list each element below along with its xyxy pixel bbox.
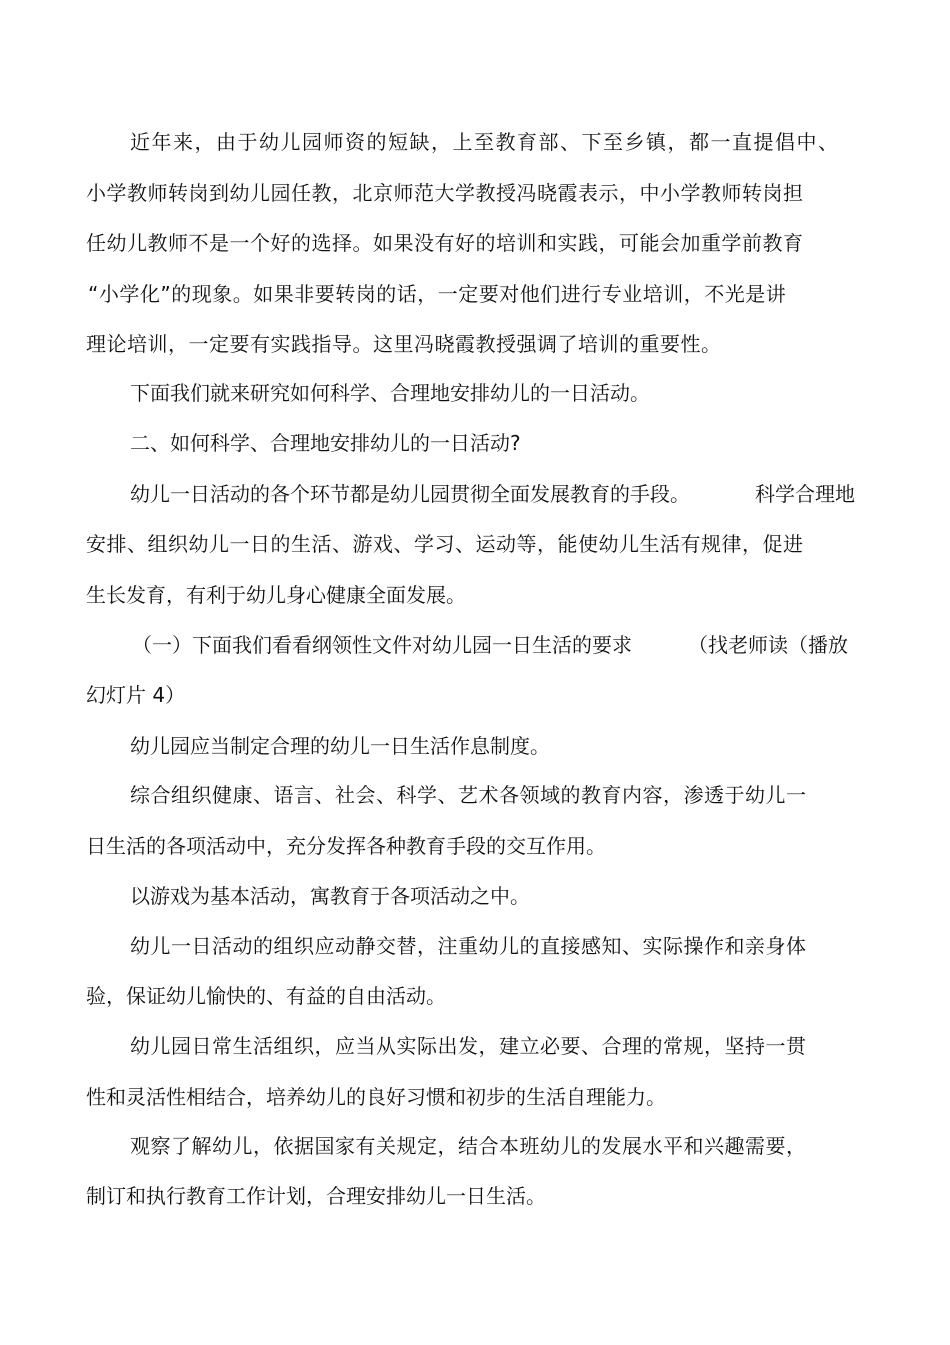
paragraph-line: 性和灵活性相结合，培养幼儿的良好习惯和初步的生活自理能力。	[86, 1085, 666, 1109]
paragraph-line: 安排、组织幼儿一日的生活、游戏、学习、运动等，能使幼儿生活有规律，促进	[86, 532, 804, 556]
paragraph-line: 科学合理地	[755, 482, 855, 506]
paragraph-line: （找老师读（播放	[688, 633, 848, 657]
paragraph-line: 综合组织健康、语言、社会、科学、艺术各领域的教育内容，渗透于幼儿一	[130, 783, 807, 807]
paragraph-line: 近年来，由于幼儿园师资的短缺，上至教育部、下至乡镇，都一直提倡中、	[130, 130, 840, 154]
paragraph-line: 小学教师转岗到幼儿园任教，北京师范大学教授冯晓霞表示，中小学教师转岗担	[86, 181, 804, 205]
paragraph-line: 以游戏为基本活动，寓教育于各项活动之中。	[130, 884, 530, 908]
paragraph-line: 制订和执行教育工作计划，合理安排幼儿一日生活。	[86, 1184, 546, 1208]
paragraph-line: 日生活的各项活动中，充分发挥各种教育手段的交互作用。	[86, 834, 606, 858]
paragraph-line: 幼儿园日常生活组织，应当从实际出发，建立必要、合理的常规，坚持一贯	[130, 1034, 807, 1058]
paragraph-line: 幼儿园应当制定合理的幼儿一日生活作息制度。	[130, 734, 550, 758]
paragraph-line: 幼儿一日活动的组织应动静交替，注重幼儿的直接感知、实际操作和亲身体	[130, 934, 807, 958]
paragraph-line: 理论培训，一定要有实践指导。这里冯晓霞教授强调了培训的重要性。	[86, 332, 722, 356]
subsection-heading: （一）下面我们看看纲领性文件对幼儿园一日生活的要求	[132, 633, 632, 657]
paragraph-line: 幻灯片 4）	[86, 683, 186, 707]
paragraph-line: 观察了解幼儿，依据国家有关规定，结合本班幼儿的发展水平和兴趣需要，	[130, 1134, 807, 1158]
paragraph-line: 生长发育，有利于幼儿身心健康全面发展。	[86, 583, 466, 607]
paragraph-line: 幼儿一日活动的各个环节都是幼儿园贯彻全面发展教育的手段。	[130, 482, 690, 506]
paragraph-line: 下面我们就来研究如何科学、合理地安排幼儿的一日活动。	[130, 381, 650, 405]
paragraph-line: 验，保证幼儿愉快的、有益的自由活动。	[86, 984, 446, 1008]
paragraph-line: 任幼儿教师不是一个好的选择。如果没有好的培训和实践，可能会加重学前教育	[86, 231, 804, 255]
paragraph-line: “小学化”的现象。如果非要转岗的话，一定要对他们进行专业培训，不光是讲	[88, 282, 787, 306]
section-heading: 二、如何科学、合理地安排幼儿的一日活动?	[130, 431, 521, 455]
